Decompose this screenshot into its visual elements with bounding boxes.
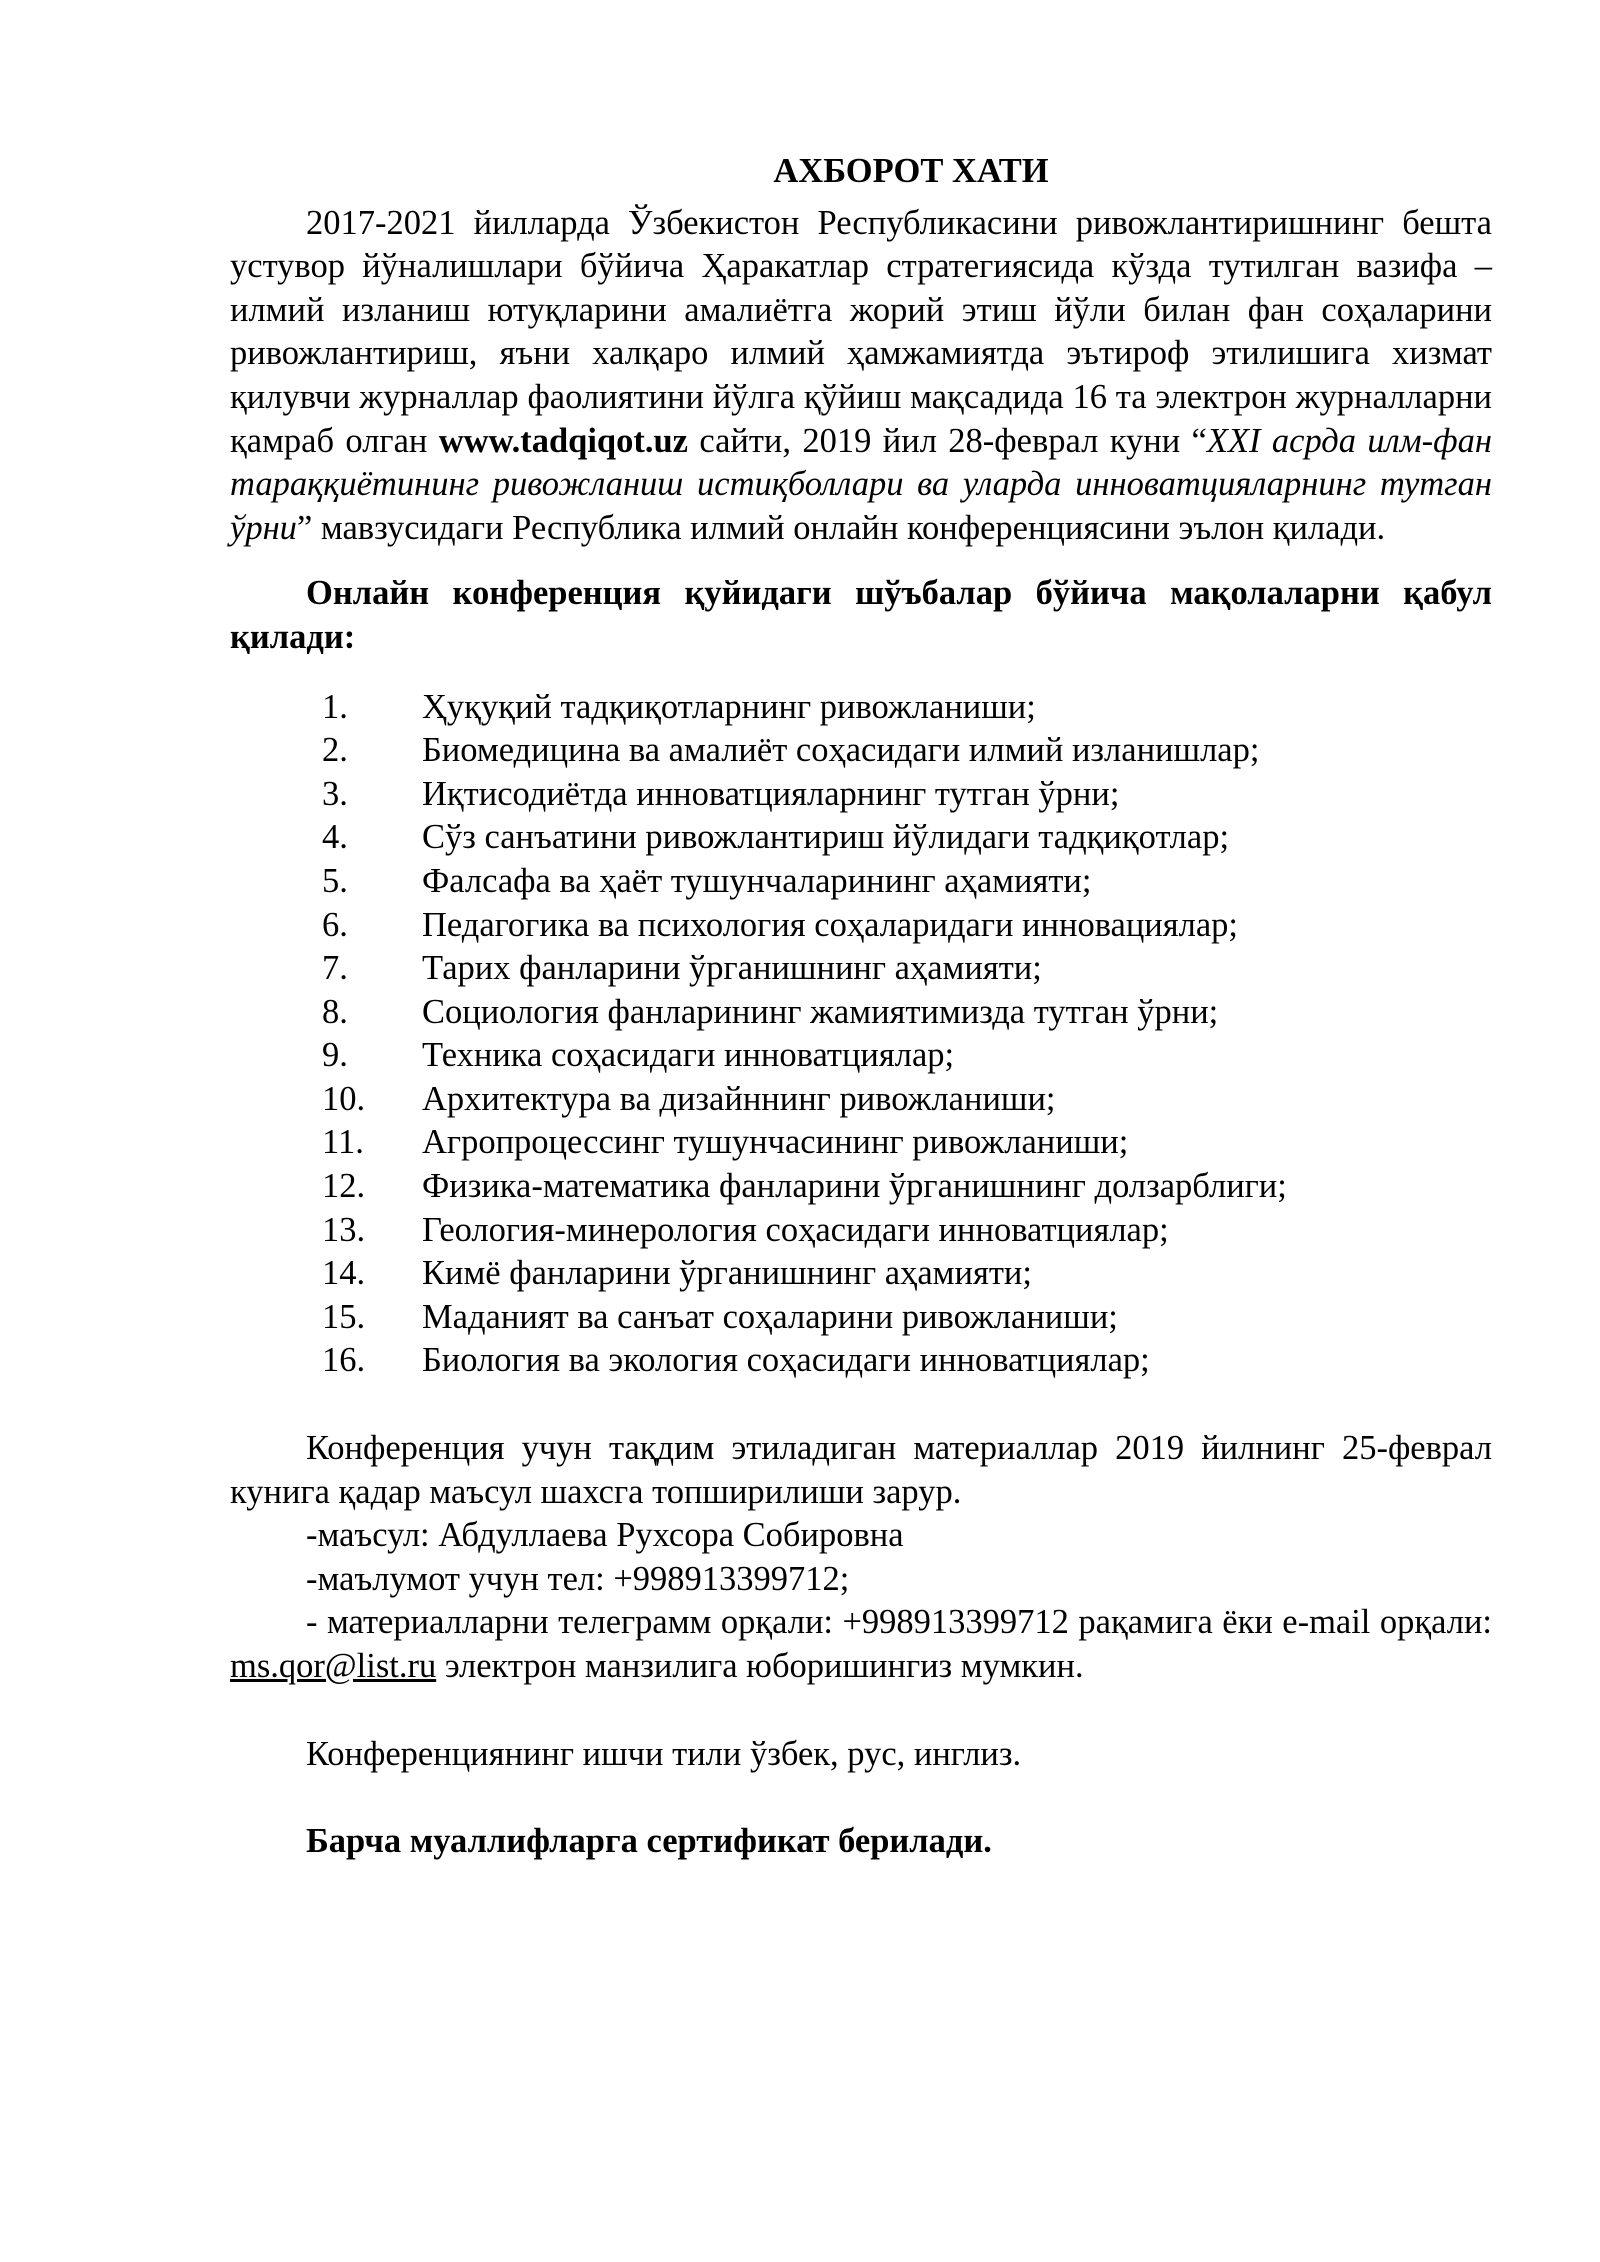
list-item bbox=[230, 991, 1492, 1035]
intro-text-2: сайти, 2019 йил 28-феврал куни “ bbox=[687, 421, 1207, 460]
list-item-number: 7. bbox=[322, 949, 348, 988]
list-item-number: 15. bbox=[322, 1297, 366, 1336]
list-item-number: 12. bbox=[322, 1167, 366, 1206]
site-url: www.tadqiqot.uz bbox=[438, 421, 688, 460]
list-item-label: Социология фанларининг жамиятимизда тутган ўрни; bbox=[422, 992, 1219, 1031]
sections-heading: Онлайн конференция қуйидаги шўъбалар бўйича мақолаларни қабул қилади: bbox=[230, 574, 1492, 656]
list-item-label: Биомедицина ва амалиёт соҳасидаги илмий изланишлар; bbox=[422, 731, 1260, 770]
responsible-person: -маъсул: Абдуллаева Рухсора Собировна bbox=[306, 1516, 904, 1555]
list-item bbox=[230, 773, 1492, 817]
list-item-label: Ҳуқуқий тадқиқотларнинг ривожланиши; bbox=[422, 687, 1036, 726]
intro-text-3: ” мавзусидаги Республика илмий онлайн конференциясини эълон қилади. bbox=[296, 508, 1386, 547]
list-item-number: 11. bbox=[322, 1123, 364, 1162]
list-item-number: 5. bbox=[322, 861, 348, 900]
list-item-number: 13. bbox=[322, 1210, 366, 1249]
spacer bbox=[230, 1383, 1492, 1427]
list-item-label: Кимё фанларини ўрганишнинг аҳамияти; bbox=[422, 1254, 1032, 1293]
list-item-number: 1. bbox=[322, 687, 348, 726]
contact-paragraph bbox=[230, 1601, 1492, 1688]
list-item-label: Биология ва экология соҳасидаги инноватциялар; bbox=[422, 1341, 1150, 1380]
list-item bbox=[230, 1209, 1492, 1253]
list-item-label: Иқтисодиётда инноватцияларнинг тутган ўрни; bbox=[422, 774, 1120, 813]
list-item-label: Педагогика ва психология соҳаларидаги инновациялар; bbox=[422, 905, 1239, 944]
list-item-number: 4. bbox=[322, 818, 348, 857]
list-item bbox=[230, 1339, 1492, 1383]
list-item-number: 2. bbox=[322, 731, 348, 770]
list-item-number: 9. bbox=[322, 1036, 348, 1075]
email-link[interactable]: ms.qor@list.ru bbox=[230, 1647, 437, 1685]
list-item-label: Физика-математика фанларини ўрганишнинг долзарблиги; bbox=[422, 1167, 1287, 1206]
list-item-label: Архитектура ва дизайннинг ривожланиши; bbox=[422, 1079, 1056, 1118]
list-item bbox=[230, 860, 1492, 904]
list-item-number: 8. bbox=[322, 992, 348, 1031]
list-item bbox=[230, 1252, 1492, 1296]
certificate-note: Барча муаллифларга сертификат берилади. bbox=[306, 1822, 992, 1861]
list-item-number: 16. bbox=[322, 1341, 366, 1380]
working-languages: Конференциянинг ишчи тили ўзбек, рус, инглиз. bbox=[306, 1734, 1022, 1773]
list-item-label: Геология-минерология соҳасидаги инноватциялар; bbox=[422, 1210, 1169, 1249]
spacer bbox=[230, 1689, 1492, 1733]
list-item bbox=[230, 1121, 1492, 1165]
list-item bbox=[230, 1078, 1492, 1122]
list-item-number: 14. bbox=[322, 1254, 366, 1293]
spacer bbox=[230, 1776, 1492, 1820]
list-item bbox=[230, 686, 1492, 730]
list-item bbox=[230, 1296, 1492, 1340]
contact-phone: -маълумот учун тел: +998913399712; bbox=[306, 1559, 850, 1598]
list-item-label: Сўз санъатини ривожлантириш йўлидаги тадқиқотлар; bbox=[422, 818, 1230, 857]
list-item-label: Фалсафа ва ҳаёт тушунчаларининг аҳамияти; bbox=[422, 861, 1092, 900]
intro-paragraph bbox=[230, 202, 1492, 551]
list-item bbox=[230, 1034, 1492, 1078]
contact-text-1: - материалларни телеграмм орқали: +998913399712 рақамига ёки e-mail орқали: bbox=[306, 1603, 1492, 1642]
document-page bbox=[230, 150, 1492, 1864]
deadline-paragraph: Конференция учун тақдим этиладиган материаллар 2019 йилнинг 25-феврал кунига қадар маъсул шахсга топширилиши зарур. bbox=[230, 1429, 1492, 1511]
list-item bbox=[230, 904, 1492, 948]
list-item bbox=[230, 1165, 1492, 1209]
list-item-number: 6. bbox=[322, 905, 348, 944]
conference-topic: XXI асрда илм-фан тараққиётининг ривожланиш истиқболлари ва уларда инноватцияларнинг тутган ўрни bbox=[230, 421, 1492, 547]
list-item bbox=[230, 947, 1492, 991]
list-item bbox=[230, 816, 1492, 860]
list-item-number: 10. bbox=[322, 1079, 366, 1118]
sections-list bbox=[230, 686, 1492, 1384]
document-title: АХБОРОТ ХАТИ bbox=[773, 152, 1049, 190]
list-item-label: Агропроцессинг тушунчасининг ривожланиши; bbox=[422, 1123, 1129, 1162]
list-item-label: Техника соҳасидаги инноватциялар; bbox=[422, 1036, 955, 1075]
list-item-label: Маданият ва санъат соҳаларини ривожланиши; bbox=[422, 1297, 1118, 1336]
intro-text-1: 2017-2021 йилларда Ўзбекистон Республикасини ривожлантиришнинг бешта устувор йўналишлари бўйича Ҳаракатлар стратегиясида кўзда тутилган вазифа – илмий изланиш ютуқларини амалиётга жорий этиш йўли билан фан соҳаларини ривожлантириш, яъни халқаро илмий ҳамжамиятда эътироф этилишига хизмат қилувчи журналлар фаолиятини йўлга қўйиш мақсадида 16 та электрон журналларни қамраб олган bbox=[230, 203, 1492, 460]
list-item-label: Тарих фанларини ўрганишнинг аҳамияти; bbox=[422, 949, 1042, 988]
list-item-number: 3. bbox=[322, 774, 348, 813]
contact-text-2: электрон манзилига юборишингиз мумкин. bbox=[436, 1647, 1084, 1685]
list-item bbox=[230, 729, 1492, 773]
